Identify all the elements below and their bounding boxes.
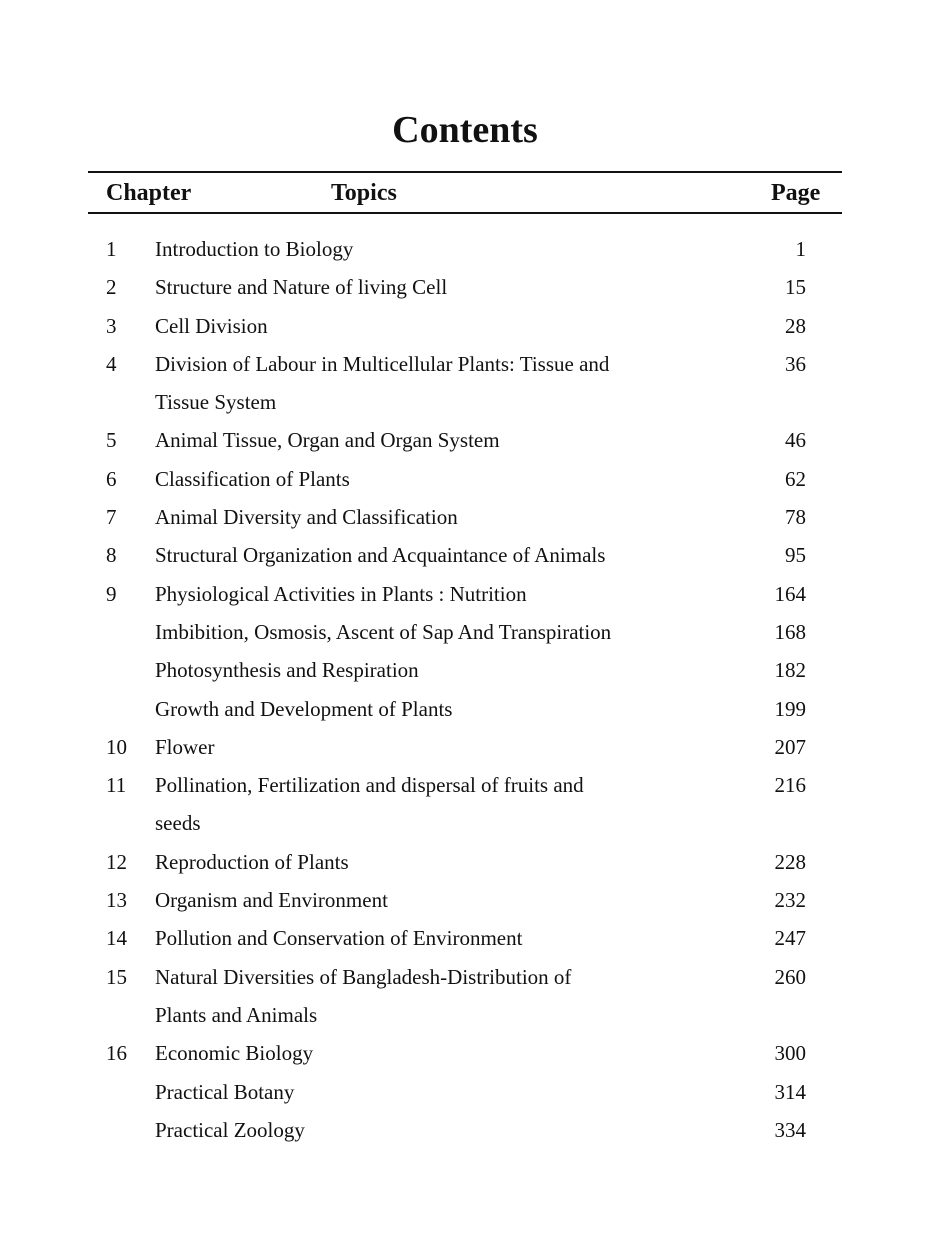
toc-topic-line: Classification of Plants: [155, 466, 350, 491]
toc-topic-line: Flower: [155, 734, 215, 759]
toc-chapter-number: 2: [106, 275, 117, 300]
toc-entry: [0, 268, 930, 306]
toc-entry: [0, 307, 930, 345]
toc-entry: [0, 421, 930, 459]
toc-topic-line: Growth and Development of Plants: [155, 696, 453, 721]
toc-chapter-number: 9: [106, 581, 117, 606]
header-bottom-rule: [88, 212, 842, 214]
toc-topic: [155, 766, 715, 843]
toc-topic: [155, 1034, 715, 1072]
toc-topic: [155, 958, 715, 1035]
toc-topic-line: Economic Biology: [155, 1041, 314, 1066]
toc-topic: [155, 575, 715, 613]
toc-topic-line: Practical Zoology: [155, 1117, 305, 1142]
toc-chapter-number: 7: [106, 505, 117, 530]
toc-list: [0, 230, 930, 1149]
toc-chapter-number: 1: [106, 237, 117, 261]
toc-topic-line: Structural Organization and Acquaintance of Animals: [155, 543, 606, 568]
toc-entry: [0, 690, 930, 728]
toc-chapter-number: 12: [106, 849, 127, 874]
toc-page-number: 168: [774, 619, 806, 644]
toc-chapter-number: 14: [106, 926, 127, 951]
toc-page-number: 314: [774, 1079, 806, 1104]
toc-entry: [0, 575, 930, 613]
page-title: Contents: [392, 109, 538, 151]
toc-chapter-number: 10: [106, 734, 127, 759]
toc-page-number: 1: [795, 237, 806, 261]
toc-page-number: 216: [774, 773, 806, 798]
table-header: [0, 176, 930, 210]
toc-page-number: 232: [774, 888, 806, 913]
toc-entry: [0, 728, 930, 766]
toc-page-number: 62: [785, 466, 806, 491]
toc-topic: [155, 421, 715, 459]
toc-topic-line: Imbibition, Osmosis, Ascent of Sap And Transpiration: [155, 619, 612, 644]
toc-topic-line: Physiological Activities in Plants : Nutrition: [155, 581, 527, 606]
toc-topic: [155, 1073, 715, 1111]
toc-page-number: 78: [785, 505, 806, 530]
toc-topic-line: Plants and Animals: [155, 1002, 318, 1027]
header-chapter: Chapter: [106, 180, 192, 206]
toc-topic: [155, 536, 715, 574]
toc-topic: [155, 460, 715, 498]
toc-page-number: 247: [774, 926, 806, 951]
toc-topic-line: Animal Diversity and Classification: [155, 505, 458, 530]
header-page: Page: [771, 180, 821, 206]
toc-entry: [0, 843, 930, 881]
toc-topic: [155, 498, 715, 536]
toc-page-number: 300: [774, 1041, 806, 1066]
toc-topic: [155, 345, 715, 422]
toc-chapter-number: 11: [106, 773, 127, 798]
toc-page-number: 36: [785, 351, 806, 376]
toc-entry: [0, 345, 930, 422]
toc-page-number: 260: [774, 964, 806, 989]
toc-page-number: 15: [785, 275, 806, 300]
toc-topic-line: Pollution and Conservation of Environment: [155, 926, 523, 951]
toc-entry: [0, 498, 930, 536]
toc-page-number: 207: [774, 734, 806, 759]
toc-topic: [155, 230, 715, 268]
toc-entry: [0, 919, 930, 957]
toc-topic-line: Cell Division: [155, 313, 268, 338]
toc-topic: [155, 843, 715, 881]
toc-chapter-number: 3: [106, 313, 117, 338]
toc-entry: [0, 460, 930, 498]
toc-topic: [155, 919, 715, 957]
toc-page-number: 334: [774, 1117, 806, 1142]
toc-entry: [0, 958, 930, 1035]
toc-chapter-number: 13: [106, 888, 127, 913]
header-topics: Topics: [331, 180, 397, 206]
toc-topic-line: seeds: [155, 811, 201, 836]
toc-page-number: 46: [785, 428, 806, 453]
toc-entry: [0, 1073, 930, 1111]
toc-topic-line: Division of Labour in Multicellular Plants: Tissue and: [155, 351, 610, 376]
toc-topic-line: Pollination, Fertilization and dispersal of fruits and: [155, 773, 584, 798]
toc-entry: [0, 536, 930, 574]
toc-entry: [0, 1111, 930, 1149]
toc-topic: [155, 268, 715, 306]
toc-topic: [155, 613, 715, 651]
toc-page-number: 95: [785, 543, 806, 568]
toc-topic-line: Tissue System: [155, 390, 277, 415]
toc-page-number: 228: [774, 849, 806, 874]
toc-topic: [155, 881, 715, 919]
toc-topic-line: Natural Diversities of Bangladesh-Distribution of: [155, 964, 572, 989]
toc-chapter-number: 4: [106, 351, 117, 376]
header-top-rule: [88, 171, 842, 173]
toc-topic: [155, 690, 715, 728]
toc-topic-line: Introduction to Biology: [155, 237, 354, 261]
toc-chapter-number: 8: [106, 543, 117, 568]
toc-page-number: 28: [785, 313, 806, 338]
toc-topic-line: Organism and Environment: [155, 888, 388, 913]
toc-chapter-number: 16: [106, 1041, 127, 1066]
toc-page-number: 164: [774, 581, 806, 606]
toc-topic-line: Photosynthesis and Respiration: [155, 658, 419, 683]
toc-entry: [0, 613, 930, 651]
toc-entry: [0, 1034, 930, 1072]
toc-entry: [0, 651, 930, 689]
toc-topic: [155, 651, 715, 689]
toc-page-number: 199: [774, 696, 806, 721]
toc-topic-line: Animal Tissue, Organ and Organ System: [155, 428, 500, 453]
toc-topic-line: Structure and Nature of living Cell: [155, 275, 448, 300]
toc-topic-line: Reproduction of Plants: [155, 849, 349, 874]
toc-entry: [0, 881, 930, 919]
toc-topic: [155, 307, 715, 345]
toc-topic: [155, 728, 715, 766]
toc-chapter-number: 15: [106, 964, 127, 989]
toc-page-number: 182: [774, 658, 806, 683]
toc-chapter-number: 5: [106, 428, 117, 453]
toc-topic: [155, 1111, 715, 1149]
toc-chapter-number: 6: [106, 466, 117, 491]
toc-topic-line: Practical Botany: [155, 1079, 295, 1104]
toc-entry: [0, 230, 930, 268]
toc-entry: [0, 766, 930, 843]
